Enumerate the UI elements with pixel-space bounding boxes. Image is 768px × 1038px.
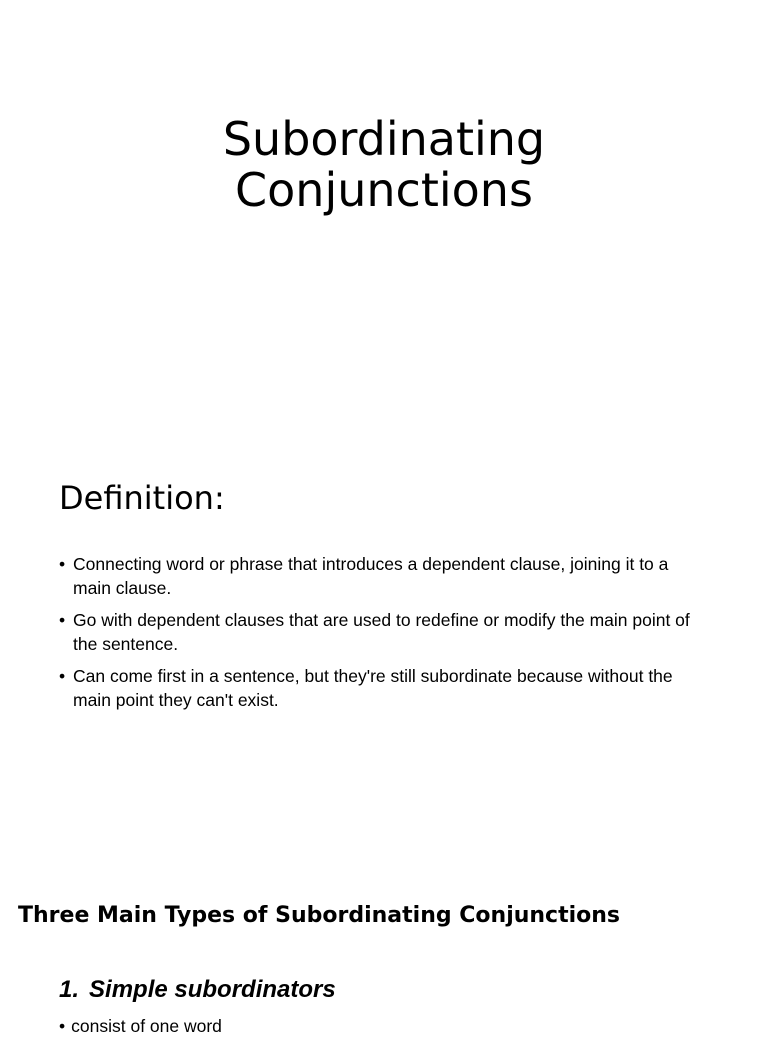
list-item — [59, 552, 709, 600]
types-subheading — [59, 974, 336, 1006]
bullet-text: Can come first in a sentence, but they're still subordinate because without the main point they can't exist. — [73, 666, 673, 710]
bullet-icon: • — [59, 666, 66, 686]
slide-types — [0, 864, 768, 1036]
slide-title-heading — [0, 114, 768, 216]
slide-title — [0, 0, 768, 432]
types-bullet-text: consist of one word — [71, 1016, 222, 1036]
subheading-number: 1. — [59, 976, 80, 1003]
bullet-text: Go with dependent clauses that are used to redefine or modify the main point of the sentence. — [73, 610, 690, 654]
bullet-icon: • — [59, 610, 66, 630]
bullet-text: Connecting word or phrase that introduces a dependent clause, joining it to a main clause. — [73, 554, 669, 598]
bullet-icon: • — [59, 1016, 66, 1036]
slide-definition — [0, 432, 768, 864]
list-item — [59, 608, 709, 656]
subheading-text: Simple subordinators — [89, 976, 336, 1003]
list-item — [59, 664, 709, 712]
title-line-1: Subordinating — [222, 112, 546, 166]
types-bullet — [59, 1014, 222, 1038]
definition-bullet-list — [59, 552, 709, 720]
bullet-icon: • — [59, 554, 66, 574]
title-line-2: Conjunctions — [235, 163, 533, 217]
types-heading: Three Main Types of Subordinating Conjunctions — [18, 903, 621, 928]
definition-heading: Definition: — [59, 479, 225, 517]
